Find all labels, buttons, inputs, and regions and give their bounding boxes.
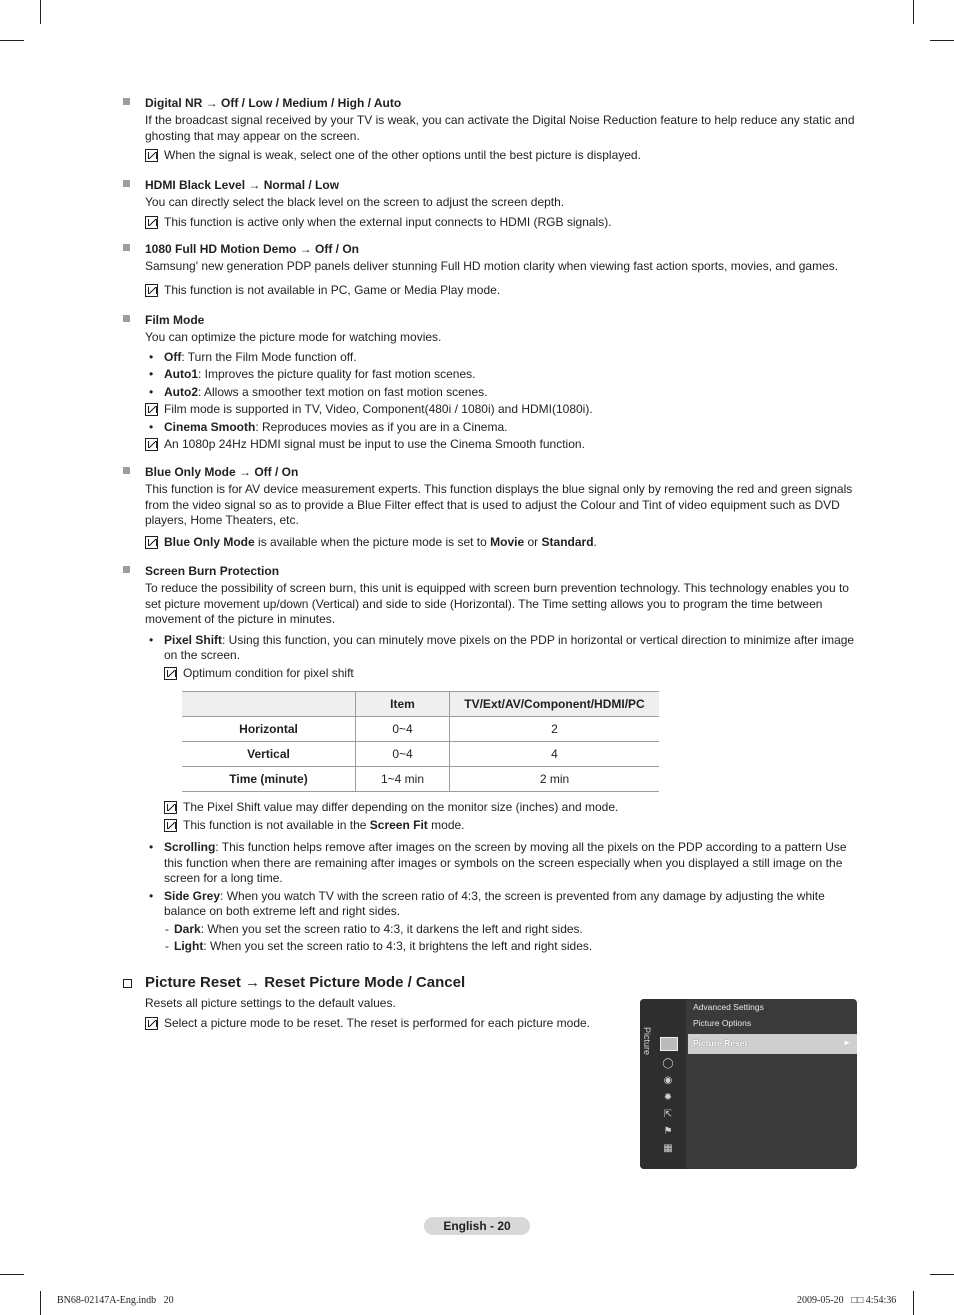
osd-category-label: Picture [642, 1027, 652, 1056]
list-item: • Scrolling: This function helps remove after images on the screen by moving all the pixels on the PDP according to a pattern Use this function when there are remaining after images or symbols on the screen especially when you displayed a still image on the screen for a long time. [145, 840, 857, 887]
note-icon [164, 667, 177, 680]
square-bullet-icon [123, 315, 130, 322]
channel-icon[interactable]: ◉ [663, 1075, 673, 1086]
osd-selected-label: Picture Reset [693, 1038, 748, 1048]
list-item: • Auto1: Improves the picture quality for fast motion scenes. [145, 367, 857, 383]
screen-burn-section [145, 563, 857, 955]
note-icon [145, 149, 158, 162]
note: Film mode is supported in TV, Video, Component(480i / 1080i) and HDMI(1080i). [145, 402, 857, 418]
film-mode-title: Film Mode [145, 313, 205, 327]
sub-item-dark: - Dark: When you set the screen ratio to 4:3, it darkens the left and right sides. [165, 921, 583, 936]
hdmi-black-desc: You can directly select the black level on the screen to adjust the screen depth. [145, 195, 565, 209]
screen-burn-desc: To reduce the possibility of screen burn, this unit is equipped with screen burn prevention technology. This technology enables you to set picture movement up/down (Vertical) and side to side (Horizontal). The Time setting allows you to program the time between movement of the picture in minutes. [145, 581, 849, 626]
note-icon [145, 536, 158, 549]
arrow-right-icon: ► [843, 1038, 851, 1047]
digital-nr-title: Digital NR → Off / Low / Medium / High / Auto [145, 96, 402, 110]
table-cell: Vertical [182, 742, 356, 767]
hdmi-black-section [145, 177, 857, 230]
list-item: • Pixel Shift: Using this function, you can minutely move pixels on the PDP in horizontal or vertical direction to minimize after image on the screen. [145, 633, 857, 664]
table-header-row [182, 692, 659, 717]
input-icon[interactable]: ⇱ [663, 1109, 673, 1120]
blue-only-section [145, 464, 857, 550]
hdmi-black-title: HDMI Black Level → Normal / Low [145, 178, 340, 192]
osd-item-picture-options[interactable]: Picture Options [693, 1018, 752, 1028]
table-row [182, 742, 659, 767]
square-bullet-icon [123, 98, 130, 105]
table-cell: Horizontal [182, 717, 356, 742]
motion-demo-desc: Samsung' new generation PDP panels deliver stunning Full HD motion clarity when viewing fast action sports, movies, and games. [145, 259, 839, 273]
table-cell: 0~4 [356, 717, 450, 742]
date-slug: 2009-05-20 □□ 4:54:36 [797, 1295, 897, 1306]
note-icon [145, 403, 158, 416]
osd-item-picture-reset[interactable] [688, 1034, 857, 1054]
square-bullet-icon [123, 180, 130, 187]
note-icon [145, 216, 158, 229]
digital-nr-desc: If the broadcast signal received by your TV is weak, you can activate the Digital Noise Reduction feature to help reduce any static and ghosting that may appear on the screen. [145, 113, 855, 143]
table-cell: 2 min [450, 767, 660, 792]
page-number-badge: English - 20 [424, 1217, 530, 1235]
table-header-cell [182, 692, 356, 717]
motion-demo-title: 1080 Full HD Motion Demo → Off / On [145, 242, 360, 256]
picture-reset-title: Picture Reset → Reset Picture Mode / Cancel [145, 974, 466, 991]
osd-menu [640, 999, 857, 1169]
note: This function is not available in PC, Game or Media Play mode. [145, 283, 857, 299]
note-icon [145, 1017, 158, 1030]
note: Blue Only Mode is available when the picture mode is set to Movie or Standard. [145, 535, 857, 551]
note: The Pixel Shift value may differ depending on the monitor size (inches) and mode. [164, 800, 857, 816]
note-icon [145, 284, 158, 297]
blue-only-desc: This function is for AV device measurement experts. This function displays the blue signal only by removing the red and green signals from the video signal so as to provide a Blue Filter effect that is used to adjust the Colour and Tint of video equipment such as DVD players, Home Theaters, etc. [145, 482, 853, 527]
picture-reset-section [145, 974, 615, 1031]
note-icon [164, 819, 177, 832]
table-cell: 0~4 [356, 742, 450, 767]
square-bullet-icon [123, 566, 130, 573]
support-icon[interactable]: ▦ [663, 1143, 673, 1154]
note-icon [164, 801, 177, 814]
picture-icon[interactable] [660, 1037, 678, 1051]
square-bullet-icon [123, 244, 130, 251]
sub-item-light: - Light: When you set the screen ratio to 4:3, it brightens the left and right sides. [165, 939, 593, 953]
checkbox-bullet-icon [123, 979, 132, 988]
film-mode-desc: You can optimize the picture mode for watching movies. [145, 330, 442, 344]
application-icon[interactable]: ⚑ [663, 1126, 673, 1137]
note: Select a picture mode to be reset. The reset is performed for each picture mode. [145, 1016, 615, 1032]
table-header-cell: TV/Ext/AV/Component/HDMI/PC [450, 692, 660, 717]
osd-item-advanced-settings[interactable]: Advanced Settings [693, 1002, 764, 1012]
table-cell: 2 [450, 717, 660, 742]
note: When the signal is weak, select one of the other options until the best picture is displayed. [145, 148, 857, 164]
list-item: • Cinema Smooth: Reproduces movies as if you are in a Cinema. [145, 420, 857, 436]
list-item: • Auto2: Allows a smoother text motion on fast motion scenes. [145, 385, 857, 401]
pixel-shift-table [182, 691, 659, 792]
film-mode-section [145, 312, 857, 453]
list-item: • Off: Turn the Film Mode function off. [145, 350, 857, 366]
digital-nr-section [145, 95, 857, 164]
note: This function is active only when the external input connects to HDMI (RGB signals). [145, 215, 857, 231]
list-item: • Side Grey: When you watch TV with the screen ratio of 4:3, the screen is prevented from any damage by adjusting the white balance on both extreme left and right sides. [145, 889, 857, 920]
square-bullet-icon [123, 467, 130, 474]
table-cell: 1~4 min [356, 767, 450, 792]
file-slug: BN68-02147A-Eng.indb 20 [57, 1295, 174, 1306]
setup-icon[interactable]: ✹ [663, 1092, 673, 1103]
table-cell: 4 [450, 742, 660, 767]
note-icon [145, 438, 158, 451]
table-row [182, 717, 659, 742]
table-header-cell: Item [356, 692, 450, 717]
blue-only-title: Blue Only Mode → Off / On [145, 465, 299, 479]
motion-demo-section [145, 241, 857, 298]
table-cell: Time (minute) [182, 767, 356, 792]
note: This function is not available in the Screen Fit mode. [164, 818, 857, 834]
sound-icon[interactable]: ◯ [662, 1058, 674, 1069]
table-row [182, 767, 659, 792]
note: An 1080p 24Hz HDMI signal must be input to use the Cinema Smooth function. [145, 437, 857, 453]
screen-burn-title: Screen Burn Protection [145, 564, 280, 578]
picture-reset-desc: Resets all picture settings to the default values. [145, 996, 396, 1010]
note: Optimum condition for pixel shift [164, 666, 857, 682]
